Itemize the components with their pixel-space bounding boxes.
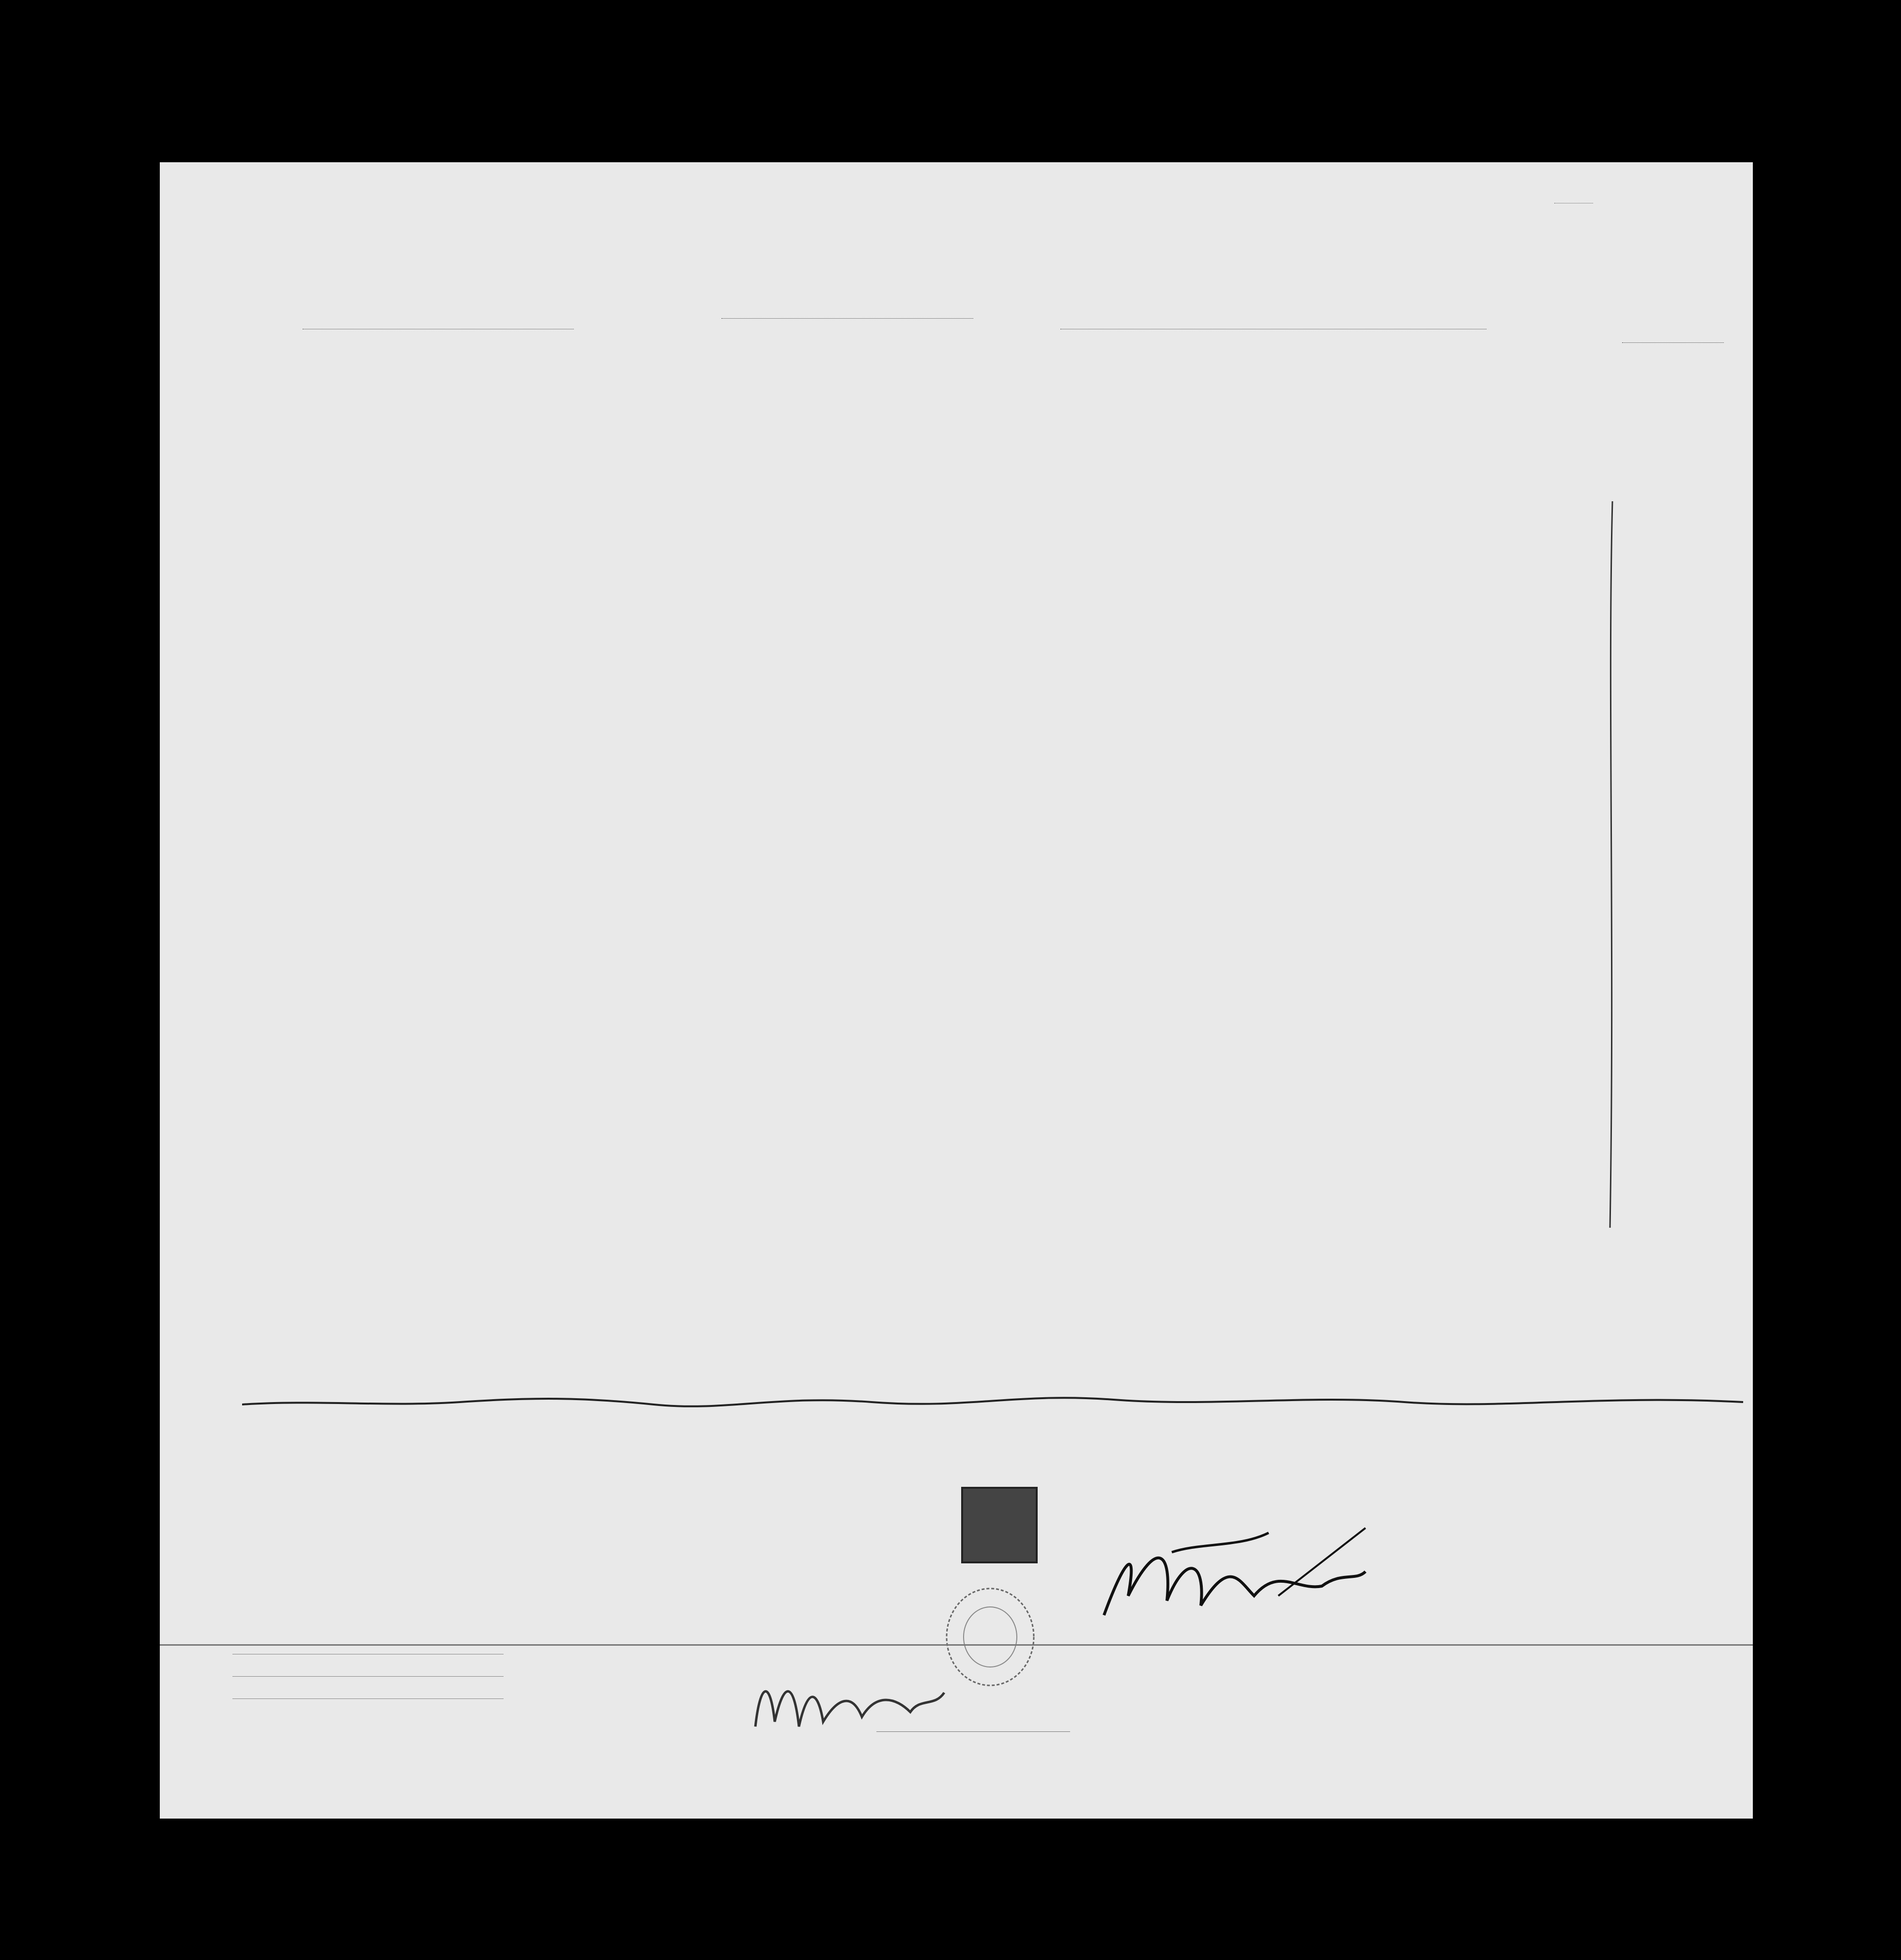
consul-signature bbox=[1094, 1523, 1385, 1630]
service-number-field bbox=[1047, 1624, 1057, 1643]
inspector-caption bbox=[876, 1731, 1070, 1732]
fee-stamp bbox=[961, 1487, 1038, 1563]
footer-divider bbox=[160, 1644, 1753, 1646]
year-blank bbox=[1622, 342, 1724, 343]
punch-hole bbox=[117, 312, 152, 347]
note-bracket-line bbox=[1603, 501, 1622, 1228]
agents-value bbox=[232, 1698, 504, 1699]
inspector-signature bbox=[751, 1664, 954, 1741]
round-postmark bbox=[939, 1581, 1041, 1693]
vessel-line bbox=[257, 322, 1738, 346]
manifest-sheet bbox=[160, 162, 1753, 1819]
footer-owner-info bbox=[160, 1654, 547, 1721]
sheet-number-field bbox=[1554, 191, 1593, 203]
owners-value bbox=[232, 1676, 504, 1677]
sheet-number bbox=[1554, 192, 1593, 203]
sailing-port bbox=[721, 318, 973, 319]
closing-scribble bbox=[242, 1380, 1792, 1419]
